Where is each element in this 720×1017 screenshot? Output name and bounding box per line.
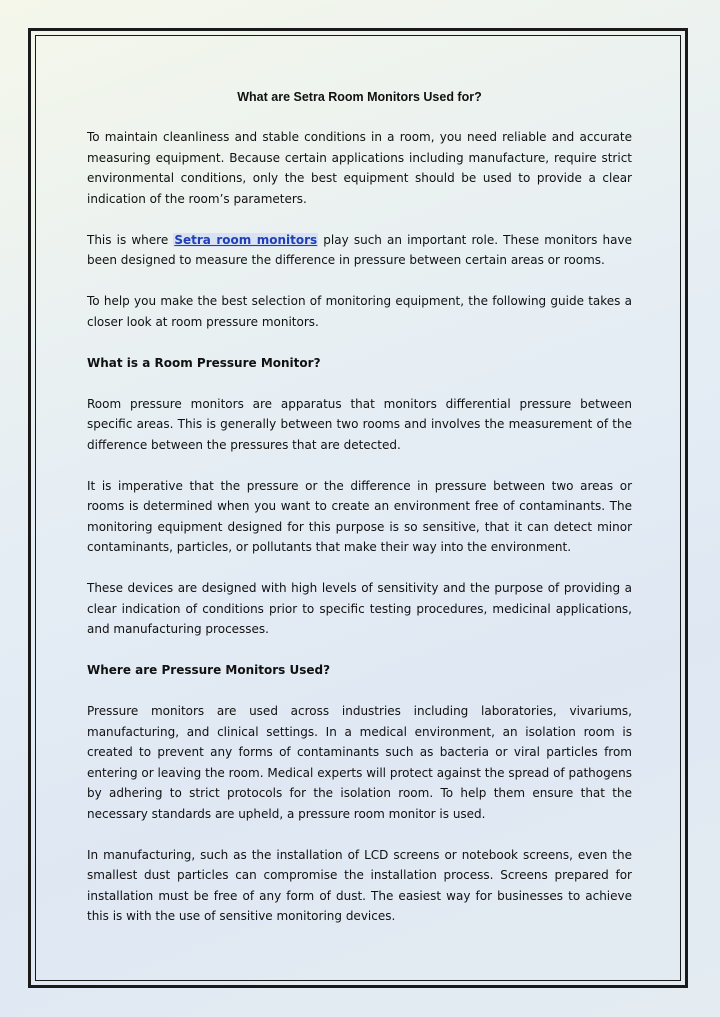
setra-paragraph <box>87 230 632 271</box>
intro-paragraph: To maintain cleanliness and stable conditions in a room, you need reliable and accurate measuring equipment. Because certain applications including manufacture, require strict environmental conditions, only the best equipment should be used to provide a clear indication of the room’s parameters. <box>87 130 632 206</box>
setra-text-after: play such an important role. These monitors have been designed to measure the difference in pressure between certain areas or rooms. <box>87 232 632 267</box>
guide-paragraph: To help you make the best selection of monitoring equipment, the following guide takes a closer look at room pressure monitors. <box>87 294 632 329</box>
setra-text-before: This is where <box>87 232 174 247</box>
setra-room-monitors-link[interactable]: Setra room monitors <box>174 232 318 247</box>
manufacturing-paragraph: In manufacturing, such as the installation of LCD screens or notebook screens, even the smallest dust particles can compromise the installation process. Screens prepared for installation must be free of any form of dust. The easiest way for businesses to achieve this is with the use of sensitive monitoring devices. <box>87 847 632 923</box>
industries-paragraph: Pressure monitors are used across industries including laboratories, vivariums, manufacturing, and clinical settings. In a medical environment, an isolation room is created to prevent any forms of contaminants such as bacteria or viral particles from entering or leaving the room. Medical experts will protect against the spread of pathogens by adhering to strict protocols for the isolation room. To help them ensure that the necessary standards are upheld, a pressure room monitor is used. <box>87 704 632 821</box>
section-heading-where-used: Where are Pressure Monitors Used? <box>87 663 331 677</box>
importance-paragraph: It is imperative that the pressure or the difference in pressure between two areas or rooms is determined when you want to create an environment free of contaminants. The monitoring equipment designed for this purpose is so sensitive, that it can detect minor contaminants, particles, or pollutants that make their way into the environment. <box>87 478 632 554</box>
definition-paragraph: Room pressure monitors are apparatus that monitors differential pressure between specific areas. This is generally between two rooms and involves the measurement of the difference between the pressures that are detected. <box>87 396 632 452</box>
sensitivity-paragraph: These devices are designed with high levels of sensitivity and the purpose of providing a clear indication of conditions prior to specific testing procedures, medicinal applications, and manufacturing processes. <box>87 581 632 636</box>
document-body <box>87 87 632 947</box>
section-heading-what-is: What is a Room Pressure Monitor? <box>87 355 321 370</box>
document-title: What are Setra Room Monitors Used for? <box>237 90 482 104</box>
